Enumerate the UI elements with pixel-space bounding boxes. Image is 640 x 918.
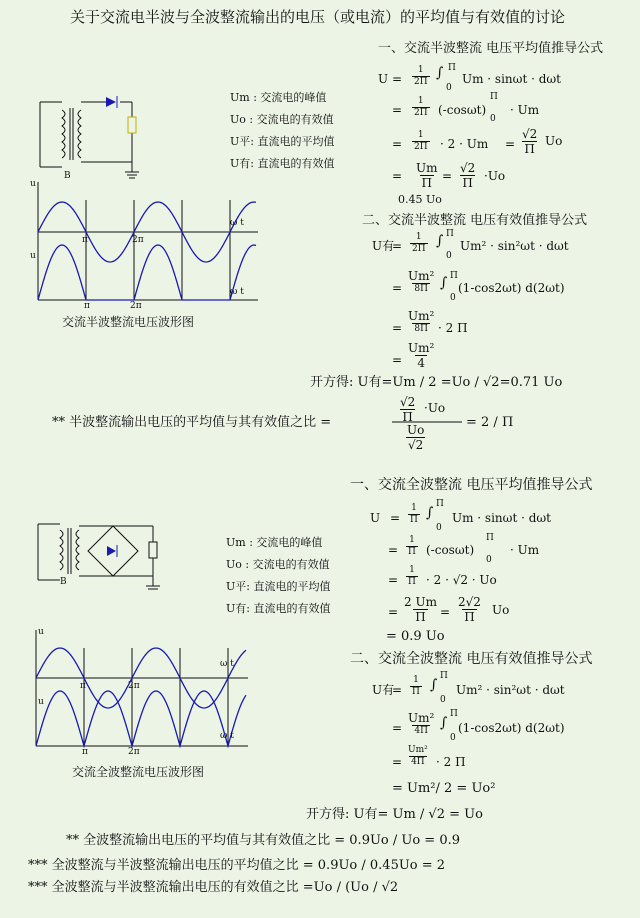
lim-0: 0	[450, 733, 456, 743]
f-cos2: (1-cos2ωt) d(2ωt)	[458, 281, 565, 295]
lim-pi: Π	[490, 92, 498, 102]
f-eq: =	[392, 169, 403, 183]
compare-rms-text: *** 全波整流与半波整流输出电压的有效值之比 =Uo / (Uo / √2	[28, 880, 399, 895]
half-circuit-label: B	[64, 171, 71, 181]
full-waveform-plot	[30, 628, 260, 768]
half-axis-u1: u	[30, 179, 36, 189]
f-2sqrt2-pi: 2√2 Π	[458, 595, 481, 624]
half-caption: 交流半波整流电压波形图	[62, 315, 195, 329]
f-um2-8pi: Um² 8Π	[408, 269, 435, 294]
lim-pi: Π	[440, 671, 448, 681]
f-sqrt2-pi: √2 Π	[460, 161, 476, 190]
full-tick-2pi1: 2π	[128, 681, 140, 691]
ratio-bar	[392, 421, 462, 423]
f-eq: =	[442, 169, 453, 183]
f-eq: =	[505, 137, 516, 151]
full-legend-um: Um : 交流电的峰值	[226, 536, 323, 549]
f-u: U	[378, 72, 389, 86]
full-avg-heading: 一、交流全波整流 电压平均值推导公式	[350, 477, 593, 493]
f-eq: =	[392, 239, 403, 253]
lim-0: 0	[486, 555, 492, 565]
f-cos2: (1-cos2ωt) d(2ωt)	[458, 721, 565, 735]
full-ratio-text: ** 全波整流输出电压的平均值与其有效值之比 = 0.9Uo / Uo = 0.9	[66, 833, 461, 848]
f-1-2pi: 1 2Π	[414, 96, 428, 118]
f-eq: =	[388, 543, 399, 557]
half-legend-uo: Uo : 交流电的有效值	[230, 113, 334, 126]
lim-0: 0	[446, 251, 452, 261]
full-axis-u2: u	[38, 697, 44, 707]
lim-0: 0	[450, 293, 456, 303]
f-eq: =	[392, 353, 403, 367]
half-wave-circuit	[40, 92, 170, 182]
f-eq: =	[440, 605, 451, 619]
lim-pi: Π	[446, 229, 454, 239]
f-eq: =	[388, 573, 399, 587]
full-legend-uo: Uo : 交流电的有效值	[226, 558, 330, 571]
f-dot-2pi: · 2 Π	[436, 755, 466, 769]
f-dot-um: · Um	[510, 103, 540, 117]
integral-sign: ∫	[430, 677, 438, 693]
full-caption: 交流全波整流电压波形图	[72, 765, 205, 779]
f-urms: U有	[372, 239, 395, 253]
half-axis-u2: u	[30, 251, 36, 261]
f-um2-sin2: Um² · sin²ωt · dωt	[460, 239, 569, 253]
lim-0: 0	[440, 695, 446, 705]
f-eq: =	[392, 72, 403, 86]
half-tick-pi2: π	[84, 301, 90, 311]
f-eq: =	[392, 103, 403, 117]
f-eq: =	[392, 321, 403, 335]
half-rms-heading: 二、交流半波整流 电压有效值推导公式	[362, 213, 588, 228]
ratio-fraction-den: Uo √2	[407, 423, 425, 452]
f-neg-cos: (-cosωt)	[438, 103, 487, 117]
half-tick-2pi1: 2π	[132, 235, 144, 245]
integral-sign: ∫	[436, 65, 444, 81]
f-1-pi: 1 Π	[408, 565, 416, 587]
f-neg-cos: (-cosωt)	[426, 543, 475, 557]
f-um-pi: Um Π	[416, 161, 438, 190]
full-axis-wt2: ω t	[220, 731, 234, 741]
half-ratio-text: ** 半波整流输出电压的平均值与其有效值之比 =	[52, 415, 332, 430]
f-eq: =	[390, 511, 401, 525]
f-1-pi: 1 Π	[412, 675, 420, 697]
f-u: U	[370, 511, 381, 525]
f-dot-um: · Um	[510, 543, 540, 557]
lim-pi: Π	[450, 271, 458, 281]
half-legend-um: Um : 交流电的峰值	[230, 91, 327, 104]
full-tick-pi1: π	[80, 681, 86, 691]
f-um-sin: Um · sinωt · dωt	[452, 511, 551, 525]
f-sqrt2-pi: √2 Π	[522, 127, 538, 156]
f-2um-pi: 2 Um Π	[404, 595, 437, 624]
f-1-pi: 1 Π	[408, 535, 416, 557]
lim-0: 0	[490, 114, 496, 124]
f-1-2pi: 1 2Π	[414, 65, 428, 87]
full-axis-u1: u	[38, 627, 44, 637]
lim-pi: Π	[486, 533, 494, 543]
lim-0: 0	[436, 523, 442, 533]
half-waveform-plot	[30, 180, 260, 310]
f-1-pi: 1 Π	[410, 503, 418, 525]
f-urms: U有	[372, 683, 395, 697]
full-tick-2pi2: 2π	[128, 747, 140, 757]
f-1-2pi: 1 2Π	[414, 130, 428, 152]
f-eq-sq: = Um²/ 2 = Uo²	[392, 781, 496, 796]
compare-avg-text: *** 全波整流与半波整流输出电压的平均值之比 = 0.9Uo / 0.45Uo = 2	[28, 858, 446, 873]
f-dot-2-sqrt2-uo: · 2 · √2 · Uo	[426, 573, 497, 587]
f-uo-dot: ·Uo	[484, 169, 506, 183]
lim-pi: Π	[436, 499, 444, 509]
f-um2-4: Um² 4	[408, 341, 435, 370]
f-045-uo: 0.45 Uo	[398, 193, 442, 206]
half-legend-uavg: U平: 直流电的平均值	[230, 135, 335, 148]
f-eq: =	[392, 683, 403, 697]
f-uo: Uo	[492, 603, 510, 617]
ratio-fraction-num: √2 Π	[400, 395, 416, 424]
full-wave-circuit	[38, 514, 168, 604]
f-uo-dot: ·Uo	[424, 401, 446, 415]
f-um2-4pi: Um² 4Π	[408, 745, 428, 767]
half-tick-2pi2: 2π	[130, 301, 142, 311]
half-legend-urms: U有: 直流电的有效值	[230, 157, 335, 170]
integral-sign: ∫	[436, 233, 444, 249]
lim-0: 0	[446, 83, 452, 93]
full-tick-pi2: π	[82, 747, 88, 757]
integral-sign: ∫	[440, 275, 448, 291]
f-eq: =	[388, 605, 399, 619]
integral-sign: ∫	[440, 715, 448, 731]
f-eq: =	[392, 755, 403, 769]
half-axis-wt1: ω t	[230, 218, 244, 228]
f-eq: =	[392, 281, 403, 295]
full-result: 开方得: U有= Um / √2 = Uo	[306, 807, 483, 822]
full-circuit-label: B	[60, 577, 67, 587]
f-eq: =	[392, 721, 403, 735]
integral-sign: ∫	[426, 505, 434, 521]
f-um2-sin2: Um² · sin²ωt · dωt	[456, 683, 565, 697]
half-axis-wt2: ω t	[230, 287, 244, 297]
full-rms-heading: 二、交流全波整流 电压有效值推导公式	[350, 651, 593, 667]
half-result: 开方得: U有=Um / 2 =Uo / √2=0.71 Uo	[310, 375, 563, 390]
half-tick-pi1: π	[82, 235, 88, 245]
full-legend-uavg: U平: 直流电的平均值	[226, 580, 331, 593]
f-eq: =	[392, 137, 403, 151]
full-axis-wt1: ω t	[220, 659, 234, 669]
f-um2-8pi: Um² 8Π	[408, 309, 435, 334]
f-um-sin: Um · sinωt · dωt	[462, 72, 561, 86]
lim-pi: Π	[450, 709, 458, 719]
f-uo: Uo	[545, 134, 563, 148]
half-avg-heading: 一、交流半波整流 电压平均值推导公式	[378, 41, 604, 56]
full-legend-urms: U有: 直流电的有效值	[226, 602, 331, 615]
f-1-2pi: 1 2Π	[412, 232, 426, 254]
f-um2-4pi: Um² 4Π	[408, 711, 435, 736]
page-title: 关于交流电半波与全波整流输出的电压（或电流）的平均值与有效值的讨论	[70, 8, 566, 26]
f-dot-2pi: · 2 Π	[438, 321, 468, 335]
half-ratio-result: = 2 / Π	[466, 415, 514, 430]
f-dot-2-um: · 2 · Um	[440, 137, 489, 151]
f-09-uo: = 0.9 Uo	[386, 629, 445, 644]
lim-pi: Π	[448, 63, 456, 73]
